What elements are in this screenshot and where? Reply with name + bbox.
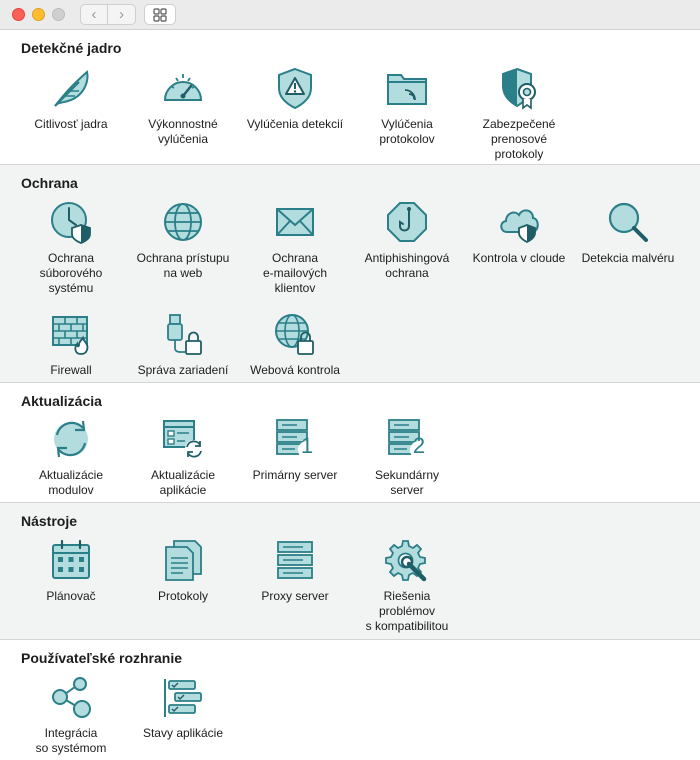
item-label: Vylúčenia protokolov [379,117,435,146]
item-label: Aktualizácie modulov [38,468,104,497]
status-list-icon [161,675,205,719]
item-label: Vylúčenia detekcií [246,117,344,131]
item-label: Primárny server [252,468,338,482]
section-title: Aktualizácia [21,393,102,409]
item-label: Antiphishingová ochrana [364,251,450,280]
speedometer-icon [161,66,205,110]
item-antiphishing[interactable] [351,200,463,281]
grid-icon [153,8,167,22]
section-title: Ochrana [21,175,78,191]
item-secondary-server[interactable] [351,417,463,498]
item-label: Ochrana súborového systému [39,251,103,295]
app-update-icon [161,417,205,461]
envelope-icon [273,200,317,244]
refresh-icon [49,417,93,461]
item-label: Aktualizácie aplikácie [150,468,216,497]
zoom-window-button[interactable] [52,8,65,21]
cloud-shield-icon [497,200,541,244]
section-title: Detekčné jadro [21,40,122,56]
item-label: Ochrana prístupu na web [136,251,230,280]
section-tools [0,503,700,640]
clock-shield-icon [49,200,93,244]
item-filesystem-protection[interactable] [15,200,127,296]
item-log-files[interactable] [127,538,239,604]
item-application-statuses[interactable] [127,675,239,741]
server-badge-number: 1 [300,433,314,458]
item-label: Webová kontrola [250,363,340,377]
item-system-integration[interactable] [15,675,127,756]
item-label: Zabezpečené prenosové protokoly [482,117,556,161]
item-label: Protokoly [157,589,209,603]
forward-button[interactable] [108,4,136,25]
magnifier-icon [606,200,650,244]
item-module-updates[interactable] [15,417,127,498]
back-button[interactable] [80,4,108,25]
item-cloud-scanning[interactable] [463,200,575,266]
item-label: Kontrola v cloude [472,251,566,265]
documents-icon [161,538,205,582]
hook-icon [385,200,429,244]
item-label: Riešenia problémov s kompatibilitou [365,589,449,633]
item-label: Citlivosť jadra [34,117,108,131]
item-scheduler[interactable] [15,538,127,604]
feather-icon [49,66,93,110]
item-primary-server[interactable] [239,417,351,483]
item-malware-detection[interactable] [572,200,684,266]
section-title: Používateľské rozhranie [21,650,183,666]
chevron-left-icon: ‹ [91,6,97,23]
section-update [0,383,700,503]
folder-signal-icon [385,66,429,110]
chevron-right-icon: › [119,6,124,23]
title-bar [0,0,700,30]
item-label: Plánovač [46,589,96,603]
item-performance-exclusions[interactable] [127,66,239,147]
item-label: Integrácia so systémom [35,726,107,755]
close-window-button[interactable] [12,8,25,21]
item-log-exclusions[interactable] [351,66,463,147]
item-label: Správa zariadení [137,363,229,377]
item-label: Sekundárny server [374,468,440,497]
item-label: Proxy server [261,589,329,603]
item-web-access-protection[interactable] [127,200,239,281]
item-core-sensitivity[interactable] [15,66,127,132]
section-detection-core [0,30,700,165]
section-user-interface [0,640,700,760]
globe-icon [161,200,205,244]
item-label: Ochrana e-mailových klientov [262,251,328,295]
item-label: Výkonnostné vylúčenia [148,117,218,146]
item-label: Stavy aplikácie [142,726,224,740]
item-firewall[interactable] [15,312,127,378]
item-label: Firewall [50,363,92,377]
server-stack-icon [273,538,317,582]
item-label: Detekcia malvéru [581,251,675,265]
item-compatibility-troubleshooting[interactable] [351,538,463,634]
calendar-icon [49,538,93,582]
show-all-button[interactable] [144,4,176,25]
usb-lock-icon [161,312,205,356]
item-web-control[interactable] [239,312,351,378]
item-email-client-protection[interactable] [239,200,351,296]
shield-warning-icon [273,66,317,110]
server-badge-number: 2 [412,433,426,458]
minimize-window-button[interactable] [32,8,45,21]
globe-lock-icon [273,312,317,356]
section-protection [0,165,700,383]
firewall-icon [49,312,93,356]
item-application-updates[interactable] [127,417,239,498]
network-nodes-icon [49,675,93,719]
item-secure-protocols[interactable] [463,66,575,162]
item-detection-exclusions[interactable] [239,66,351,132]
item-proxy-server[interactable] [239,538,351,604]
section-title: Nástroje [21,513,78,529]
item-device-control[interactable] [127,312,239,378]
shield-certificate-icon [497,66,541,110]
gear-wrench-icon [385,538,429,582]
